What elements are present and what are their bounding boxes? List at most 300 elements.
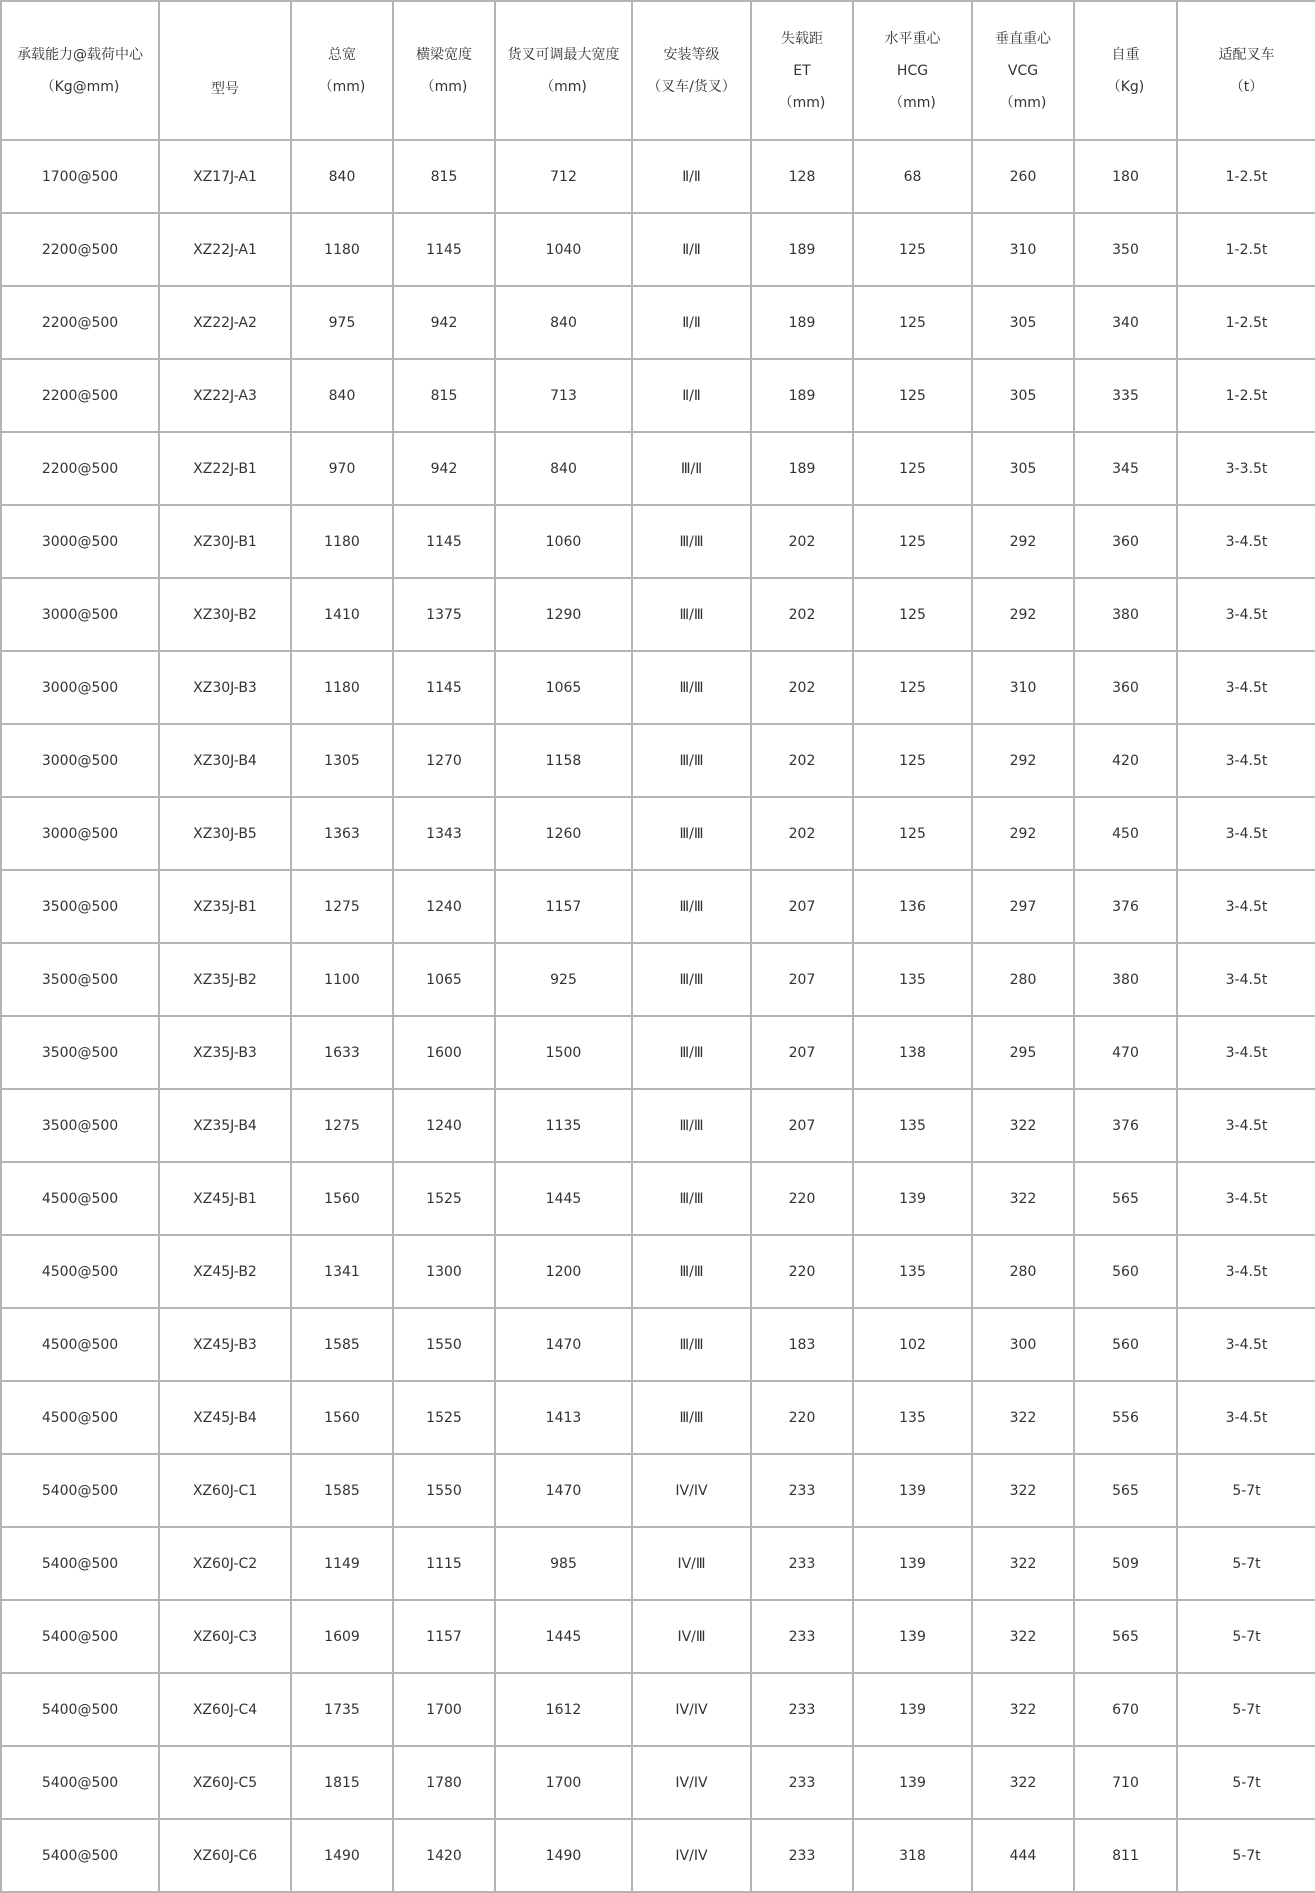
table-cell: 1815	[291, 1746, 393, 1819]
table-cell: 1780	[393, 1746, 495, 1819]
table-cell: XZ22J-B1	[159, 432, 291, 505]
table-cell: 450	[1074, 797, 1177, 870]
table-cell: 5-7t	[1177, 1527, 1315, 1600]
table-cell: 840	[495, 286, 632, 359]
header-line: （mm)	[778, 94, 826, 111]
table-cell: 1600	[393, 1016, 495, 1089]
table-cell: 840	[291, 140, 393, 213]
table-cell: 189	[751, 359, 853, 432]
table-cell: 260	[972, 140, 1074, 213]
table-cell: 1240	[393, 870, 495, 943]
table-body	[1, 140, 1315, 1892]
table-cell: XZ35J-B2	[159, 943, 291, 1016]
table-cell: 1410	[291, 578, 393, 651]
table-cell: 1525	[393, 1381, 495, 1454]
table-cell: 5400@500	[1, 1600, 159, 1673]
table-cell: XZ60J-C2	[159, 1527, 291, 1600]
table-cell: 139	[853, 1600, 972, 1673]
table-cell: IV/IV	[632, 1673, 751, 1746]
header-line: ET	[793, 62, 811, 79]
table-cell: 125	[853, 505, 972, 578]
table-row	[1, 1527, 1315, 1600]
header-line: VCG	[1007, 62, 1039, 79]
table-cell: 2200@500	[1, 432, 159, 505]
table-cell: 300	[972, 1308, 1074, 1381]
table-row	[1, 1746, 1315, 1819]
column-header	[1074, 1, 1177, 140]
table-row	[1, 286, 1315, 359]
table-cell: 811	[1074, 1819, 1177, 1892]
table-cell: 180	[1074, 140, 1177, 213]
table-cell: 5400@500	[1, 1819, 159, 1892]
table-cell: 125	[853, 578, 972, 651]
table-cell: Ⅲ/Ⅲ	[632, 505, 751, 578]
table-cell: 189	[751, 432, 853, 505]
table-cell: 1240	[393, 1089, 495, 1162]
table-cell: 556	[1074, 1381, 1177, 1454]
table-cell: 815	[393, 359, 495, 432]
table-cell: 233	[751, 1673, 853, 1746]
table-cell: Ⅱ/Ⅱ	[632, 140, 751, 213]
table-cell: 376	[1074, 1089, 1177, 1162]
table-cell: 1060	[495, 505, 632, 578]
table-row	[1, 578, 1315, 651]
table-cell: 297	[972, 870, 1074, 943]
table-cell: 1-2.5t	[1177, 140, 1315, 213]
table-cell: 712	[495, 140, 632, 213]
table-cell: 1470	[495, 1308, 632, 1381]
table-cell: 3-4.5t	[1177, 1162, 1315, 1235]
column-header	[1177, 1, 1315, 140]
table-cell: 135	[853, 943, 972, 1016]
table-cell: 335	[1074, 359, 1177, 432]
table-cell: 202	[751, 724, 853, 797]
table-cell: 985	[495, 1527, 632, 1600]
table-cell: 1200	[495, 1235, 632, 1308]
table-cell: 1270	[393, 724, 495, 797]
table-cell: XZ60J-C6	[159, 1819, 291, 1892]
table-cell: 565	[1074, 1162, 1177, 1235]
table-cell: 1420	[393, 1819, 495, 1892]
table-cell: XZ60J-C3	[159, 1600, 291, 1673]
table-cell: 3500@500	[1, 943, 159, 1016]
table-cell: XZ30J-B5	[159, 797, 291, 870]
table-cell: 3-4.5t	[1177, 1235, 1315, 1308]
header-line: 型号	[211, 80, 239, 97]
table-cell: 1180	[291, 505, 393, 578]
table-cell: Ⅱ/Ⅱ	[632, 286, 751, 359]
table-cell: 1145	[393, 213, 495, 286]
table-cell: Ⅲ/Ⅲ	[632, 870, 751, 943]
table-cell: 135	[853, 1381, 972, 1454]
table-cell: Ⅲ/Ⅲ	[632, 1089, 751, 1162]
table-cell: 5-7t	[1177, 1454, 1315, 1527]
column-header	[1, 1, 159, 140]
table-cell: XZ22J-A3	[159, 359, 291, 432]
table-cell: 560	[1074, 1235, 1177, 1308]
column-header	[751, 1, 853, 140]
table-cell: 565	[1074, 1600, 1177, 1673]
table-cell: 1180	[291, 213, 393, 286]
table-cell: Ⅲ/Ⅲ	[632, 1162, 751, 1235]
table-row	[1, 943, 1315, 1016]
table-cell: 1-2.5t	[1177, 213, 1315, 286]
table-cell: 3000@500	[1, 724, 159, 797]
table-cell: 1735	[291, 1673, 393, 1746]
table-row	[1, 359, 1315, 432]
table-cell: 840	[291, 359, 393, 432]
table-cell: XZ30J-B2	[159, 578, 291, 651]
table-row	[1, 1819, 1315, 1892]
table-cell: 5-7t	[1177, 1600, 1315, 1673]
table-cell: 139	[853, 1746, 972, 1819]
table-cell: 3000@500	[1, 578, 159, 651]
table-cell: Ⅱ/Ⅱ	[632, 213, 751, 286]
table-cell: 233	[751, 1819, 853, 1892]
table-cell: 1560	[291, 1162, 393, 1235]
column-header	[495, 1, 632, 140]
table-cell: 220	[751, 1381, 853, 1454]
table-cell: 1700	[495, 1746, 632, 1819]
table-cell: 840	[495, 432, 632, 505]
table-cell: 207	[751, 870, 853, 943]
header-line: 适配叉车	[1218, 46, 1275, 63]
header-line: 垂直重心	[995, 30, 1051, 47]
table-cell: IV/IV	[632, 1454, 751, 1527]
table-cell: 202	[751, 578, 853, 651]
table-cell: 1413	[495, 1381, 632, 1454]
table-cell: 3000@500	[1, 505, 159, 578]
table-cell: 292	[972, 578, 1074, 651]
table-cell: 207	[751, 1016, 853, 1089]
header-line: 失载距	[781, 30, 823, 47]
table-cell: 318	[853, 1819, 972, 1892]
table-cell: 2200@500	[1, 213, 159, 286]
table-cell: 310	[972, 651, 1074, 724]
table-cell: 1145	[393, 651, 495, 724]
table-row	[1, 1308, 1315, 1381]
table-cell: 1525	[393, 1162, 495, 1235]
table-cell: 713	[495, 359, 632, 432]
table-cell: 350	[1074, 213, 1177, 286]
table-cell: 1470	[495, 1454, 632, 1527]
table-cell: 1585	[291, 1454, 393, 1527]
table-cell: 942	[393, 286, 495, 359]
table-cell: Ⅲ/Ⅲ	[632, 578, 751, 651]
table-cell: 207	[751, 1089, 853, 1162]
table-cell: 3000@500	[1, 797, 159, 870]
table-cell: 125	[853, 432, 972, 505]
table-cell: XZ30J-B3	[159, 651, 291, 724]
table-row	[1, 797, 1315, 870]
table-cell: 310	[972, 213, 1074, 286]
column-header	[159, 1, 291, 140]
table-cell: 1550	[393, 1308, 495, 1381]
table-cell: 1550	[393, 1454, 495, 1527]
table-cell: 345	[1074, 432, 1177, 505]
table-cell: 128	[751, 140, 853, 213]
table-cell: 125	[853, 651, 972, 724]
table-cell: 509	[1074, 1527, 1177, 1600]
table-cell: 5-7t	[1177, 1819, 1315, 1892]
table-cell: 139	[853, 1454, 972, 1527]
table-cell: XZ45J-B2	[159, 1235, 291, 1308]
table-cell: 3500@500	[1, 1016, 159, 1089]
table-cell: 138	[853, 1016, 972, 1089]
table-cell: 1560	[291, 1381, 393, 1454]
header-line: （Kg)	[1106, 78, 1145, 95]
table-cell: 68	[853, 140, 972, 213]
table-row	[1, 724, 1315, 797]
header-line: 总宽	[328, 46, 356, 63]
table-cell: 470	[1074, 1016, 1177, 1089]
table-cell: Ⅲ/Ⅲ	[632, 1308, 751, 1381]
table-cell: 380	[1074, 578, 1177, 651]
table-cell: Ⅲ/Ⅲ	[632, 797, 751, 870]
table-cell: XZ60J-C1	[159, 1454, 291, 1527]
table-cell: 280	[972, 1235, 1074, 1308]
table-cell: Ⅲ/Ⅲ	[632, 651, 751, 724]
table-cell: 135	[853, 1089, 972, 1162]
table-cell: 125	[853, 724, 972, 797]
table-cell: 3-4.5t	[1177, 578, 1315, 651]
table-cell: 202	[751, 797, 853, 870]
table-cell: 3-4.5t	[1177, 1381, 1315, 1454]
header-line: 安装等级	[663, 46, 720, 63]
table-cell: 233	[751, 1746, 853, 1819]
table-cell: 1290	[495, 578, 632, 651]
table-cell: 125	[853, 359, 972, 432]
table-cell: 292	[972, 724, 1074, 797]
table-cell: 3-4.5t	[1177, 1308, 1315, 1381]
column-header	[632, 1, 751, 140]
table-cell: 376	[1074, 870, 1177, 943]
header-line: （Kg@mm)	[40, 78, 120, 95]
table-cell: Ⅲ/Ⅲ	[632, 1016, 751, 1089]
table-cell: 3500@500	[1, 1089, 159, 1162]
header-line: （t）	[1229, 78, 1264, 95]
table-cell: 280	[972, 943, 1074, 1016]
header-line: 水平重心	[884, 30, 941, 47]
table-cell: 560	[1074, 1308, 1177, 1381]
table-cell: 340	[1074, 286, 1177, 359]
table-cell: 1157	[393, 1600, 495, 1673]
table-cell: XZ22J-A1	[159, 213, 291, 286]
header-line: HCG	[896, 62, 929, 79]
table-cell: 3-4.5t	[1177, 651, 1315, 724]
table-cell: 4500@500	[1, 1381, 159, 1454]
table-cell: 125	[853, 213, 972, 286]
table-cell: Ⅲ/Ⅲ	[632, 724, 751, 797]
header-line: （叉车/货叉）	[647, 78, 736, 95]
table-cell: 3000@500	[1, 651, 159, 724]
header-line: 承载能力@载荷中心	[17, 46, 143, 63]
table-cell: 1-2.5t	[1177, 286, 1315, 359]
table-cell: XZ35J-B1	[159, 870, 291, 943]
table-cell: XZ35J-B4	[159, 1089, 291, 1162]
table-cell: 1158	[495, 724, 632, 797]
table-cell: 1585	[291, 1308, 393, 1381]
table-cell: 136	[853, 870, 972, 943]
table-cell: 183	[751, 1308, 853, 1381]
table-cell: 1157	[495, 870, 632, 943]
table-cell: 1490	[291, 1819, 393, 1892]
table-cell: 925	[495, 943, 632, 1016]
table-cell: 1700	[393, 1673, 495, 1746]
table-cell: 1500	[495, 1016, 632, 1089]
table-cell: 1445	[495, 1600, 632, 1673]
table-row	[1, 1235, 1315, 1308]
table-cell: 444	[972, 1819, 1074, 1892]
table-cell: 710	[1074, 1746, 1177, 1819]
table-cell: 139	[853, 1527, 972, 1600]
table-cell: 1341	[291, 1235, 393, 1308]
header-line: （mm)	[318, 78, 366, 95]
table-cell: XZ60J-C5	[159, 1746, 291, 1819]
table-row	[1, 1089, 1315, 1162]
table-cell: 1343	[393, 797, 495, 870]
table-cell: 322	[972, 1600, 1074, 1673]
table-cell: Ⅲ/Ⅲ	[632, 1381, 751, 1454]
table-cell: 125	[853, 797, 972, 870]
table-cell: 189	[751, 286, 853, 359]
table-cell: 292	[972, 797, 1074, 870]
table-cell: Ⅲ/Ⅱ	[632, 432, 751, 505]
table-cell: Ⅲ/Ⅲ	[632, 943, 751, 1016]
table-cell: 5-7t	[1177, 1673, 1315, 1746]
table-cell: 1149	[291, 1527, 393, 1600]
table-cell: 202	[751, 651, 853, 724]
table-cell: XZ45J-B4	[159, 1381, 291, 1454]
table-cell: 220	[751, 1235, 853, 1308]
header-line: （mm)	[999, 94, 1047, 111]
table-cell: 5-7t	[1177, 1746, 1315, 1819]
table-cell: 189	[751, 213, 853, 286]
table-cell: 295	[972, 1016, 1074, 1089]
table-cell: 420	[1074, 724, 1177, 797]
table-cell: 4500@500	[1, 1308, 159, 1381]
table-cell: 3-3.5t	[1177, 432, 1315, 505]
table-cell: 1490	[495, 1819, 632, 1892]
table-cell: 1375	[393, 578, 495, 651]
table-cell: 1100	[291, 943, 393, 1016]
table-cell: 1275	[291, 870, 393, 943]
table-row	[1, 1016, 1315, 1089]
table-cell: Ⅱ/Ⅱ	[632, 359, 751, 432]
table-row	[1, 1162, 1315, 1235]
table-cell: 3-4.5t	[1177, 797, 1315, 870]
table-cell: 380	[1074, 943, 1177, 1016]
table-cell: 305	[972, 432, 1074, 505]
table-cell: Ⅲ/Ⅲ	[632, 1235, 751, 1308]
table-cell: 4500@500	[1, 1162, 159, 1235]
table-cell: 1305	[291, 724, 393, 797]
table-cell: 1633	[291, 1016, 393, 1089]
table-cell: 1275	[291, 1089, 393, 1162]
table-cell: 2200@500	[1, 286, 159, 359]
table-cell: 3-4.5t	[1177, 1089, 1315, 1162]
table-cell: 360	[1074, 651, 1177, 724]
table-cell: 322	[972, 1673, 1074, 1746]
table-cell: XZ30J-B4	[159, 724, 291, 797]
table-cell: 1135	[495, 1089, 632, 1162]
table-cell: 5400@500	[1, 1454, 159, 1527]
table-row	[1, 432, 1315, 505]
table-row	[1, 1381, 1315, 1454]
table-cell: 220	[751, 1162, 853, 1235]
table-cell: IV/Ⅲ	[632, 1527, 751, 1600]
table-cell: 5400@500	[1, 1527, 159, 1600]
header-line: 横梁宽度	[416, 46, 472, 63]
column-header	[291, 1, 393, 140]
table-cell: 1115	[393, 1527, 495, 1600]
table-cell: 305	[972, 359, 1074, 432]
table-cell: 1609	[291, 1600, 393, 1673]
table-cell: 3-4.5t	[1177, 943, 1315, 1016]
table-cell: IV/IV	[632, 1819, 751, 1892]
header-line: （mm)	[889, 94, 936, 111]
header-line: （mm)	[540, 78, 587, 95]
table-cell: 102	[853, 1308, 972, 1381]
table-cell: 322	[972, 1381, 1074, 1454]
table-cell: XZ45J-B3	[159, 1308, 291, 1381]
table-cell: 3-4.5t	[1177, 505, 1315, 578]
table-cell: 942	[393, 432, 495, 505]
table-header	[1, 1, 1315, 140]
table-row	[1, 505, 1315, 578]
column-header	[393, 1, 495, 140]
table-cell: 815	[393, 140, 495, 213]
table-cell: 1445	[495, 1162, 632, 1235]
table-cell: 322	[972, 1527, 1074, 1600]
table-cell: 322	[972, 1162, 1074, 1235]
table-cell: 1260	[495, 797, 632, 870]
table-cell: 3-4.5t	[1177, 1016, 1315, 1089]
table-cell: 3-4.5t	[1177, 724, 1315, 797]
table-cell: XZ17J-A1	[159, 140, 291, 213]
table-cell: 1180	[291, 651, 393, 724]
table-cell: 139	[853, 1162, 972, 1235]
column-header	[853, 1, 972, 140]
table-cell: 1363	[291, 797, 393, 870]
table-cell: 135	[853, 1235, 972, 1308]
table-cell: 207	[751, 943, 853, 1016]
table-row	[1, 870, 1315, 943]
table-cell: 5400@500	[1, 1746, 159, 1819]
table-row	[1, 1673, 1315, 1746]
table-cell: 1700@500	[1, 140, 159, 213]
table-cell: 1612	[495, 1673, 632, 1746]
table-cell: 322	[972, 1089, 1074, 1162]
table-cell: 1145	[393, 505, 495, 578]
table-cell: 975	[291, 286, 393, 359]
header-row	[1, 1, 1315, 140]
table-row	[1, 140, 1315, 213]
table-cell: XZ22J-A2	[159, 286, 291, 359]
table-cell: 202	[751, 505, 853, 578]
table-cell: IV/IV	[632, 1746, 751, 1819]
table-cell: 565	[1074, 1454, 1177, 1527]
table-cell: 2200@500	[1, 359, 159, 432]
header-line: 货叉可调最大宽度	[507, 46, 620, 63]
table-row	[1, 1600, 1315, 1673]
table-cell: XZ35J-B3	[159, 1016, 291, 1089]
table-row	[1, 651, 1315, 724]
table-cell: IV/Ⅲ	[632, 1600, 751, 1673]
table-cell: 305	[972, 286, 1074, 359]
header-line: （mm)	[420, 78, 468, 95]
table-cell: 233	[751, 1454, 853, 1527]
